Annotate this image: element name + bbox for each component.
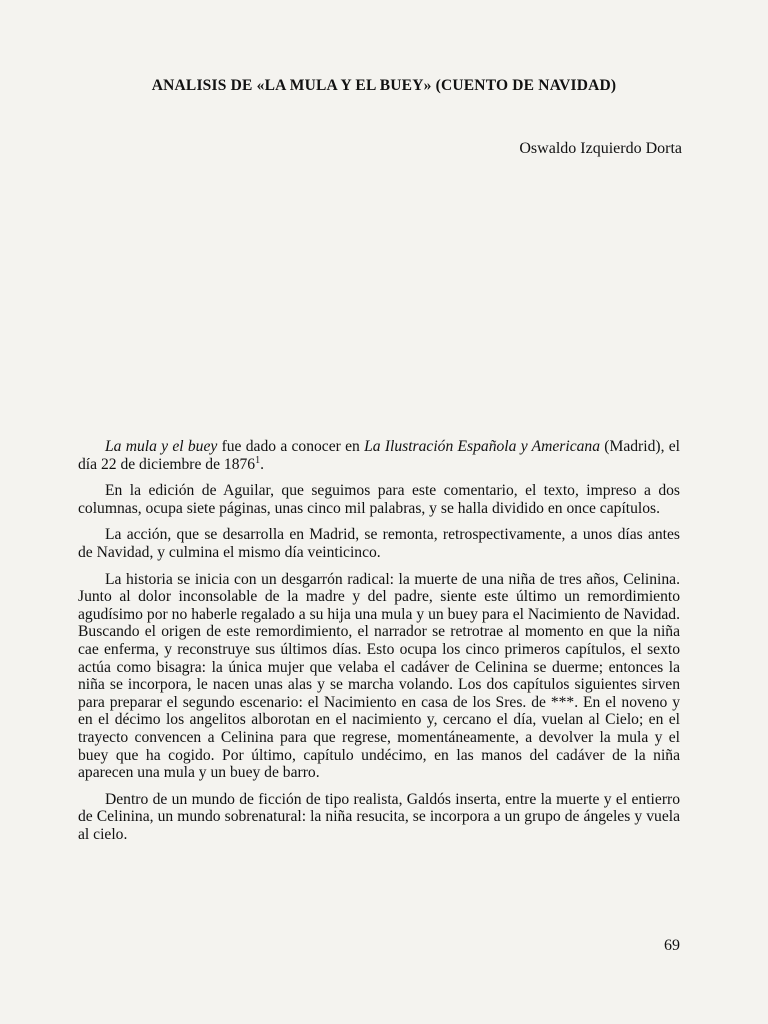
footnote-marker: 1 <box>255 454 261 466</box>
author-name: Oswaldo Izquierdo Dorta <box>519 140 682 157</box>
paragraph-1 <box>78 438 680 473</box>
paragraph-3: La acción, que se desarrolla en Madrid, se remonta, retrospectivamente, a unos días antes de Navidad, y culmina el mismo día veinticinco. <box>78 526 680 561</box>
paragraph-1-text-c: . <box>260 455 265 473</box>
paragraph-2: En la edición de Aguilar, que seguimos para este comentario, el texto, impreso a dos columnas, ocupa siete páginas, unas cinco mil palabras, y se halla dividido en once capítulos. <box>78 482 680 517</box>
paragraph-1-text-b: (Madrid), el día 22 de diciembre de 1876 <box>78 438 680 473</box>
paragraph-4: La historia se inicia con un desgarrón radical: la muerte de una niña de tres años, Celinina. Junto al dolor inconsolable de la madre y del padre, siente este último un remordimiento agudísimo por no haberle regalado a su hija una mula y un buey para el Nacimiento de Navidad. Buscando el origen de este remordimiento, el narrador se retrotrae al momento en que la niña cae enferma, y reconstruye sus últimos días. Esto ocupa los cinco primeros capítulos, el sexto actúa como bisagra: la única mujer que velaba el cadáver de Celinina se duerme; entonces la niña se incorpora, le nacen unas alas y se marcha volando. Los dos capítulos siguientes sirven para preparar el segundo escenario: el Nacimiento en casa de los Sres. de ***. En el noveno y en el décimo los angelitos alborotan en el nacimiento y, cercano el día, vuelan al Cielo; en el trayecto convencen a Celinina para que regrese, momentáneamente, a devolver la mula y el buey que ha cogido. Por último, capítulo undécimo, en las manos del cadáver de la niña aparecen una mula y un buey de barro. <box>78 570 680 782</box>
journal-title: La Ilustración Española y Americana <box>364 438 601 455</box>
article-body <box>78 438 680 852</box>
page-number: 69 <box>664 937 680 954</box>
article-title: ANALISIS DE «LA MULA Y EL BUEY» (CUENTO DE NAVIDAD) <box>151 77 617 94</box>
paragraph-5: Dentro de un mundo de ficción de tipo realista, Galdós inserta, entre la muerte y el entierro de Celinina, un mundo sobrenatural: la niña resucita, se incorpora a un grupo de ángeles y vuela al cielo. <box>78 790 680 843</box>
work-title: La mula y el buey <box>105 438 218 455</box>
paragraph-1-text-a: fue dado a conocer en <box>217 438 365 455</box>
